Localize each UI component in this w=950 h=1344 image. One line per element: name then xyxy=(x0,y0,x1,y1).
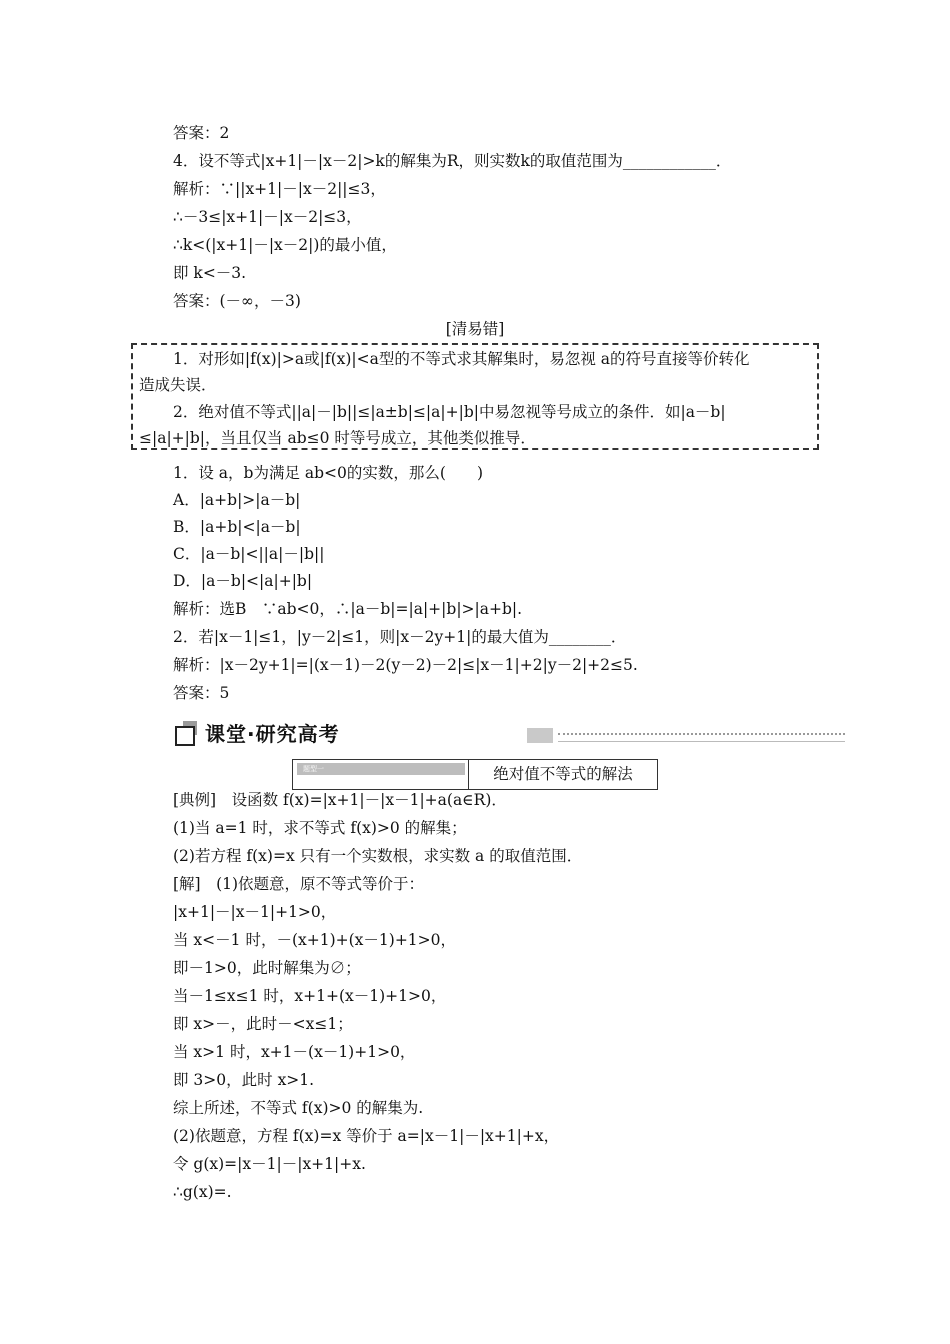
option-b: B．|a+b|<|a－b| xyxy=(173,518,301,536)
mistake-item: ≤|a|+|b|，当且仅当 ab≤0 时等号成立，其他类似推导． xyxy=(139,429,536,447)
option-d: D．|a－b|<|a|+|b| xyxy=(173,572,313,590)
solution-line: ∴k<(|x+1|－|x－2|)的最小值， xyxy=(173,236,397,254)
solution-line: 解析：选B ∵ab<0，∴|a－b|=|a|+|b|>|a+b|. xyxy=(173,600,523,618)
example-line: (1)当 a=1 时，求不等式 f(x)>0 的解集； xyxy=(173,819,467,837)
solution-line: 当－1≤x≤1 时，x+1+(x－1)+1>0， xyxy=(173,987,447,1005)
mistake-item: 1．对形如|f(x)|>a或|f(x)|<a型的不等式求其解集时，易忽视 a的符号直接等价转化 xyxy=(173,350,750,368)
question-4: 4．设不等式|x+1|－|x－2|>k的解集为R，则实数k的取值范围为____________． xyxy=(173,152,732,170)
question-2: 2．若|x－1|≤1，|y－2|≤1，则|x－2y+1|的最大值为________． xyxy=(173,628,627,646)
solution-line: 即 x>－，此时－<x≤1； xyxy=(173,1015,353,1033)
heading-title: 课堂·研究高考 xyxy=(205,722,340,746)
solution-line: 当 x<－1 时，－(x+1)+(x－1)+1>0， xyxy=(173,931,457,949)
solution-line: ∴－3≤|x+1|－|x－2|≤3， xyxy=(173,208,362,226)
option-c: C．|a－b|<||a|－|b|| xyxy=(173,545,325,563)
heading-square-icon xyxy=(175,726,195,746)
mistake-item: 造成失误． xyxy=(139,376,217,394)
example-line: (2)若方程 f(x)=x 只有一个实数根，求实数 a 的取值范围． xyxy=(173,847,583,865)
answer-line: 答案：5 xyxy=(173,684,230,702)
example-line: [典例] 设函数 f(x)=|x+1|－|x－1|+a(a∈R)． xyxy=(173,791,507,809)
section-heading xyxy=(173,720,845,750)
topic-label: 绝对值不等式的解法 xyxy=(493,765,633,783)
solution-line: (2)依题意，方程 f(x)=x 等价于 a=|x－1|－|x+1|+x， xyxy=(173,1127,560,1145)
solution-line: ∴g(x)=. xyxy=(173,1183,232,1201)
question-1: 1．设 a，b为满足 ab<0的实数，那么( ) xyxy=(173,464,483,482)
common-mistakes-box xyxy=(131,343,819,450)
answer-line: 答案：(－∞，－3) xyxy=(173,292,301,310)
solution-line: |x+1|－|x－1|+1>0， xyxy=(173,903,337,921)
section-label: [清易错] xyxy=(445,320,505,338)
heading-rule xyxy=(558,741,845,742)
solution-line: 即 3>0，此时 x>1. xyxy=(173,1071,315,1089)
heading-bar xyxy=(527,728,553,743)
solution-line: 即－1>0，此时解集为∅； xyxy=(173,959,361,977)
solution-line: [解] (1)依题意，原不等式等价于： xyxy=(173,875,425,893)
solution-line: 即 k<－3. xyxy=(173,264,247,282)
mistake-item: 2．绝对值不等式||a|－|b||≤|a±b|≤|a|+|b|中易忽视等号成立的条件．如|a－b| xyxy=(173,403,726,421)
answer-line: 答案：2 xyxy=(173,124,230,142)
solution-line: 综上所述，不等式 f(x)>0 的解集为. xyxy=(173,1099,424,1117)
solution-line: 令 g(x)=|x－1|－|x+1|+x. xyxy=(173,1155,366,1173)
topic-box xyxy=(292,759,658,790)
solution-line: 解析：∵||x+1|－|x－2||≤3， xyxy=(173,180,386,198)
heading-dotted-rule xyxy=(558,733,845,735)
solution-line: 解析：|x－2y+1|=|(x－1)－2(y－2)－2|≤|x－1|+2|y－2|+2≤5. xyxy=(173,656,638,674)
solution-line: 当 x>1 时，x+1－(x－1)+1>0， xyxy=(173,1043,416,1061)
topic-tag: 题型一 xyxy=(297,763,465,775)
option-a: A．|a+b|>|a－b| xyxy=(173,491,301,509)
